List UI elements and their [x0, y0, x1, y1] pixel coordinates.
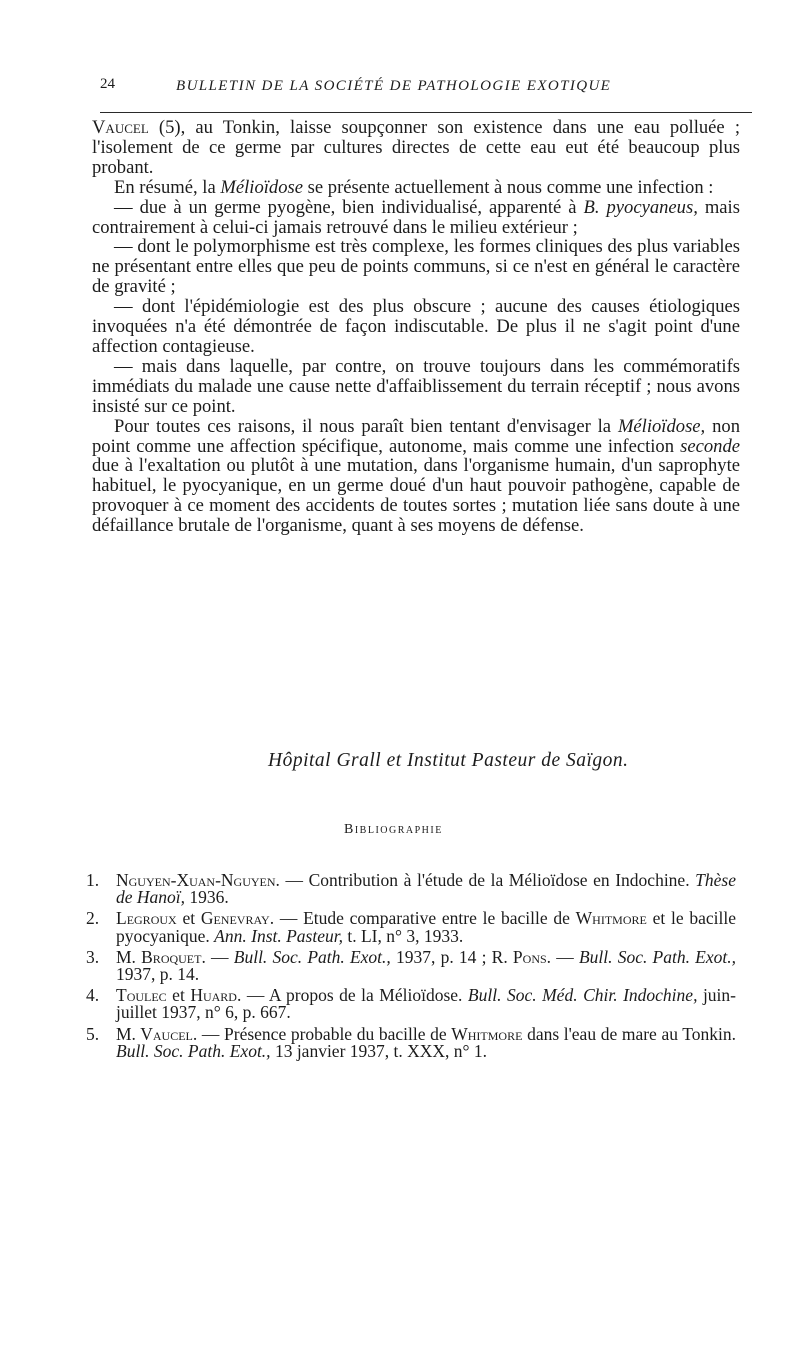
bibliography-title: Bibliographie [344, 822, 443, 837]
bibliography-entry: 5. M. Vaucel. — Présence probable du bacille de Whitmore dans l'eau de mare au Tonkin. Bull. Soc. Path. Exot., 13 janvier 1937, t. XXX, n° 1. [86, 1023, 736, 1061]
paragraph-3: — due à un germe pyogène, bien individualisé, apparenté à B. pyocyaneus, mais contrairement à celui-ci jamais retrouvé dans le milieu extérieur ; [92, 196, 740, 238]
entry-number: 3. [86, 946, 100, 967]
paragraph-4: — dont le polymorphisme est très complexe, les formes cliniques des plus variables ne présentant entre elles que peu de points communs, si ce n'est en général le caractère de gravité ; [92, 236, 740, 298]
bibliography-entry: 3. M. Broquet. — Bull. Soc. Path. Exot., 1937, p. 14 ; R. Pons. — Bull. Soc. Path. Exot., 1937, p. 14. [86, 946, 736, 985]
body-text [92, 118, 740, 536]
paragraph-6: — mais dans laquelle, par contre, on trouve toujours dans les commémoratifs immédiats du malade une cause nette d'affaiblissement du terrain réceptif ; nous avons insisté sur ce point. [92, 355, 740, 417]
emphasis: Mélioïdose, [617, 415, 706, 437]
emphasis: seconde [680, 435, 740, 457]
header-rule [100, 112, 752, 113]
journal-title: Bull. Soc. Path. Exot., [116, 1040, 271, 1061]
author-name: Whitmore [575, 908, 647, 929]
paragraph-7: Pour toutes ces raisons, il nous paraît bien tentant d'envisager la Mélioïdose, non point comme une affection spécifique, autonome, mais comme une infection seconde due à l'exaltation ou plutôt à une mutation, dans l'organisme humain, d'un saprophyte habituel, le pyocyanique, en un germe doué d'un haut pouvoir pathogène, capable de provoquer à ce moment des accidents de toutes sortes ; mutation liée sans doute à une défaillance brutale de l'organisme, quant à ses moyens de défense. [92, 415, 740, 537]
entry-number: 2. [86, 908, 100, 929]
author-name: Legroux [116, 908, 177, 929]
entry-number: 4. [86, 985, 100, 1006]
running-title: BULLETIN DE LA SOCIÉTÉ DE PATHOLOGIE EXOTIQUE [176, 78, 612, 94]
bibliography-entry: 1. Nguyen-Xuan-Nguyen. — Contribution à l'étude de la Mélioïdose en Indochine. Thèse de Hanoï, 1936. [86, 870, 736, 908]
journal-title: Ann. Inst. Pasteur, [214, 925, 343, 946]
journal-title: Bull. Soc. Path. Exot., [233, 946, 391, 967]
author-name: Vaucel [92, 117, 149, 138]
journal-title: Bull. Soc. Méd. Chir. Indochine, [467, 985, 698, 1006]
bibliography-entry: 2. Legroux et Genevray. — Etude comparative entre le bacille de Whitmore et le bacille pyocyanique. Ann. Inst. Pasteur, t. LI, n° 3, 1933. [86, 908, 736, 946]
entry-number: 5. [86, 1023, 100, 1044]
author-name: Huard. [190, 985, 242, 1006]
author-name: Genevray. [200, 908, 275, 929]
author-name: M. Broquet. [116, 946, 206, 967]
page-number: 24 [100, 76, 115, 92]
author-name: Nguyen-Xuan-Nguyen. [116, 870, 280, 890]
author-name: M. Vaucel. [116, 1023, 198, 1044]
author-name: Toulec [116, 985, 167, 1006]
bibliography-entry: 4. Toulec et Huard. — A propos de la Mélioïdose. Bull. Soc. Méd. Chir. Indochine, juin-juillet 1937, n° 6, p. 667. [86, 985, 737, 1023]
emphasis: Mélioïdose [220, 176, 303, 198]
author-name: Whitmore [451, 1023, 523, 1044]
page-header [100, 74, 768, 104]
journal-title: Thèse de Hanoï, [116, 870, 736, 908]
paragraph-5: — dont l'épidémiologie est des plus obscure ; aucune des causes étiologiques invoquées n'a été démontrée de façon indiscutable. De plus il ne s'agit point d'une affection contagieuse. [92, 296, 740, 357]
author-name: R. Pons. [491, 946, 552, 967]
bibliography-list [86, 872, 736, 1064]
paragraph-2: En résumé, la Mélioïdose se présente actuellement à nous comme une infection : [114, 176, 714, 198]
paragraph-1: Vaucel (5), au Tonkin, laisse soupçonner son existence dans une eau polluée ; l'isolement de ce germe par cultures directes de cette eau eut été beaucoup plus probant. [92, 117, 740, 178]
entry-number: 1. [86, 870, 100, 890]
journal-title: Bull. Soc. Path. Exot., [578, 946, 736, 967]
signature-affiliation: Hôpital Grall et Institut Pasteur de Saïgon. [268, 750, 629, 771]
emphasis: B. pyocyaneus, [583, 196, 698, 218]
